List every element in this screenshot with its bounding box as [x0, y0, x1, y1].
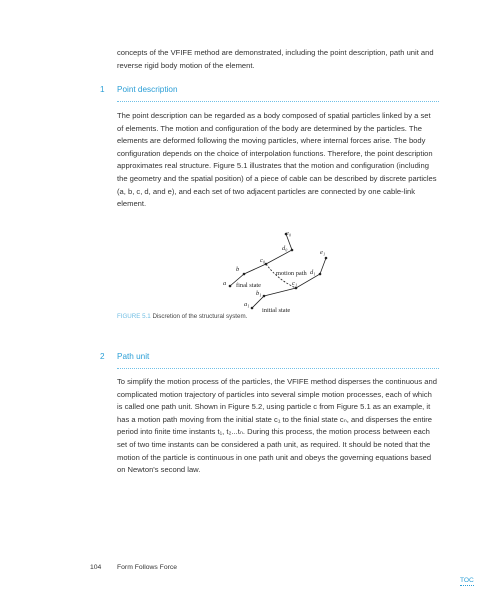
section-title: Point description: [117, 85, 178, 94]
section-title: Path unit: [117, 352, 150, 361]
section-number: 2: [100, 352, 105, 361]
label-c-initial: c₁: [292, 280, 298, 287]
label-a-initial: a₁: [244, 301, 250, 308]
label-e-initial: e₁: [320, 249, 326, 256]
section-paragraph: The point description can be regarded as a body composed of spatial particles linked by a set of elements. The motion and configuration of the body are determined by the particles. The elements are deformed following the moving particles, where internal forces arise. The body configuration depends on the choice of interpolation functions. Therefore, the point description approximates real structure. Figure 5.1 illustrates that the motion and configuration (including the geometry and the spatial position) of a piece of cable can be described by discrete particles (a, b, c, d, and e), and each set of two adjacent particles are connected by one cable-link element.: [117, 111, 437, 209]
label-c-final: c₀: [260, 257, 266, 264]
section-paragraph: To simplify the motion process of the particles, the VFIFE method disperses the continuous and complicated motion trajectory of particles into several simple motion processes, each of which is called one path unit. Shown in Figure 5.2, using particle c from Figure 5.1 as an example, it has a motion path moving from the initial state c₁ to the finial state cₙ, and disperses the entire period into finite time instants t₁, t₂...tₙ. During this process, the motion process between each set of two time instants can be considered a path unit, as required. It should be noted that the motion of the particle is continuous in one path unit and obeys the governing equations based on Newton's second law.: [117, 377, 437, 475]
label-d-final: d₀: [282, 245, 288, 252]
cable-figure: [222, 228, 342, 326]
toc-link[interactable]: TOC: [460, 577, 474, 584]
label-b-initial: b₁: [256, 290, 262, 297]
section-divider: [117, 368, 439, 369]
book-title: Form Follows Force: [117, 564, 178, 571]
label-b-final: b: [236, 266, 240, 273]
label-a-final: a: [223, 280, 227, 287]
label-final-state: final state: [236, 282, 262, 289]
label-e-final: e₀: [286, 230, 292, 237]
particle-b-final: [243, 273, 246, 276]
figure-caption-text: Discretion of the structural system.: [152, 313, 248, 320]
label-initial-state: initial state: [262, 307, 291, 314]
particle-e-initial: [325, 257, 328, 260]
label-d-initial: d₁: [310, 269, 316, 276]
particle-b-initial: [263, 295, 266, 298]
particle-a-initial: [251, 307, 254, 310]
particle-d-final: [291, 249, 294, 252]
particle-d-initial: [319, 273, 322, 276]
particle-a-final: [229, 285, 232, 288]
page-number: 104: [90, 564, 102, 571]
section-divider: [117, 101, 439, 102]
intro-paragraph: concepts of the VFIFE method are demonstrated, including the point description, path unit and reverse rigid body motion of the element.: [117, 48, 434, 70]
figure-caption-label: FIGURE 5.1: [117, 313, 151, 320]
section-number: 1: [100, 85, 105, 94]
label-motion-path: motion path: [276, 270, 307, 277]
figure-caption: [117, 313, 247, 320]
particle-c-initial: [295, 287, 298, 290]
particle-c-final: [265, 263, 268, 266]
